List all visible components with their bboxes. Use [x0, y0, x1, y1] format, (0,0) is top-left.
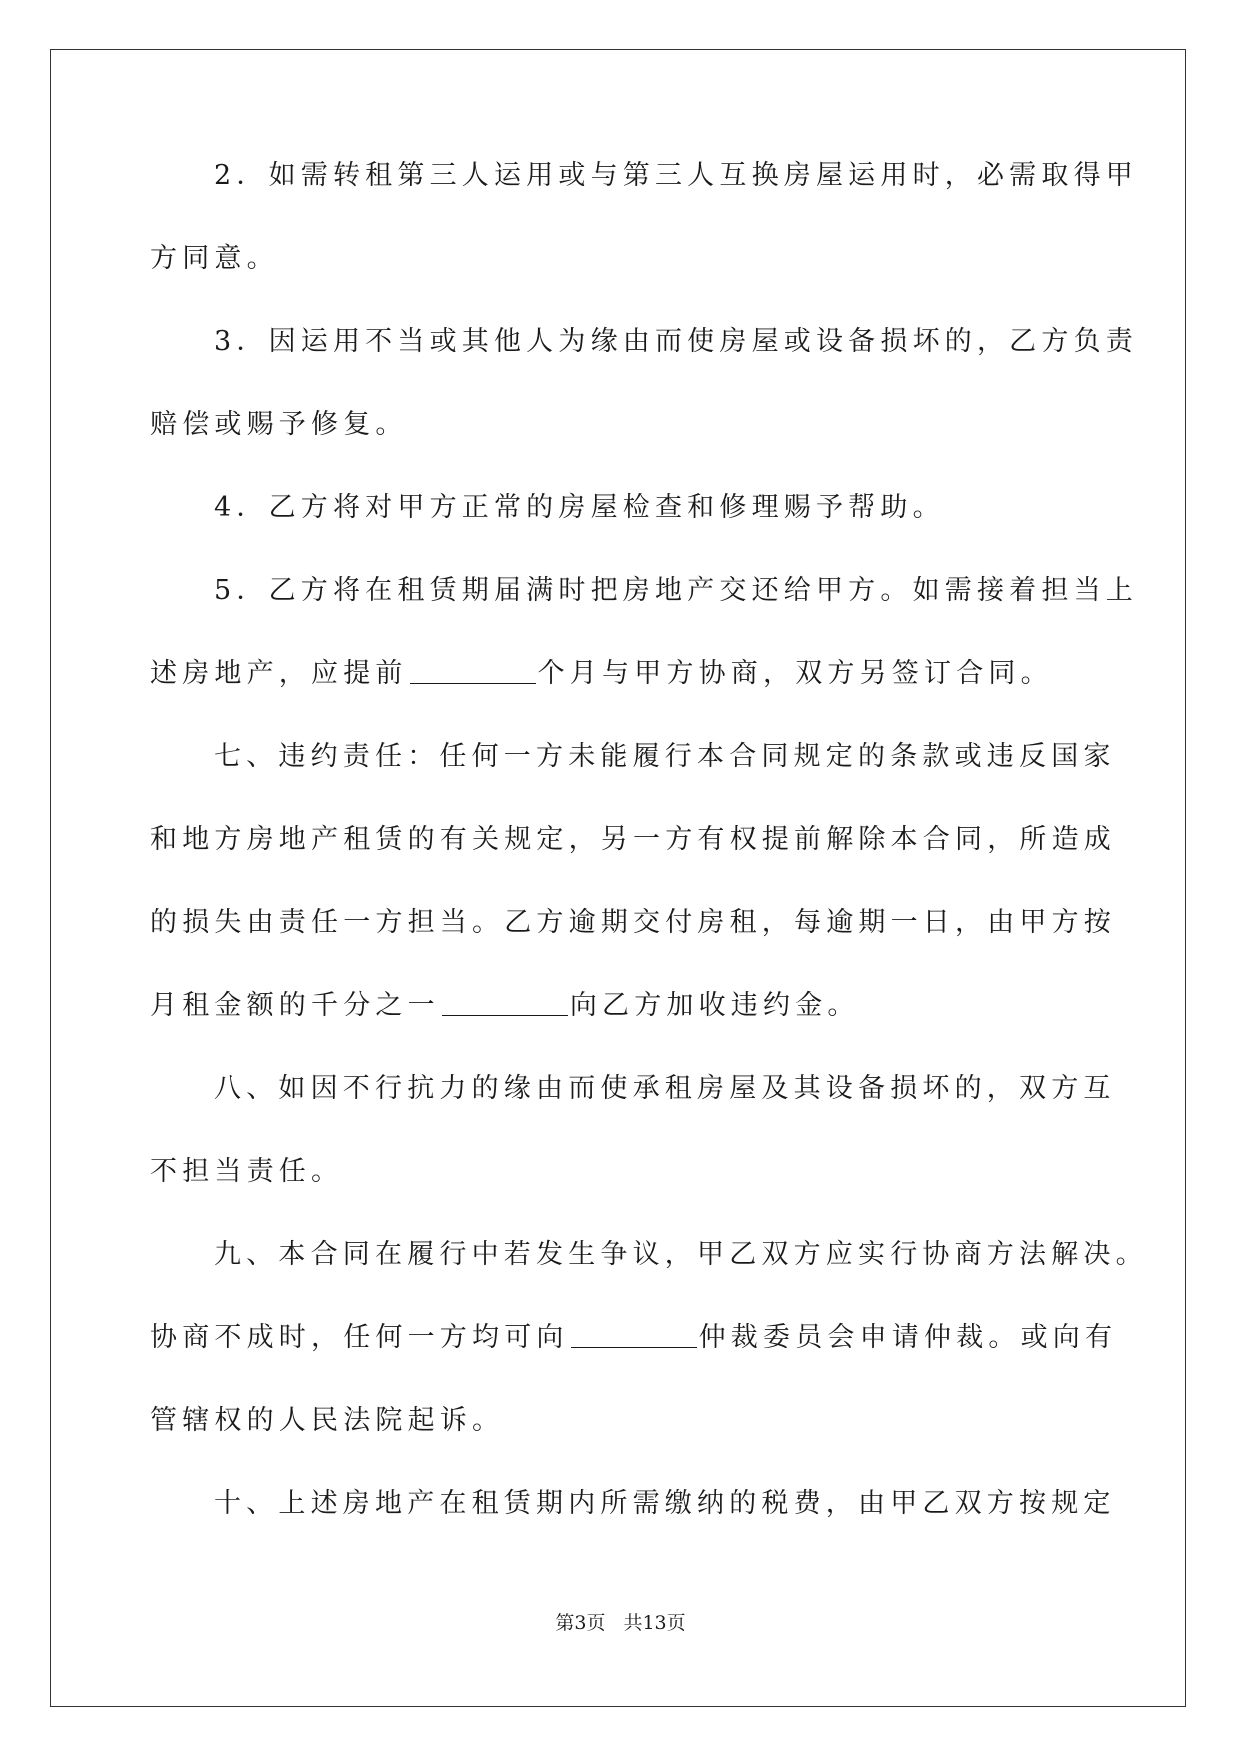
paragraph-line [150, 403, 1090, 446]
page-total: 共13页 [623, 1612, 686, 1634]
text-line: 5．乙方将在租赁期届满时把房地产交还给甲方。如需接着担当上 [214, 575, 1138, 606]
text-line: 3．因运用不当或其他人为缘由而使房屋或设备损坏的，乙方负责 [214, 326, 1138, 357]
fill-in-blank [442, 985, 568, 1016]
text-line: 九、本合同在履行中若发生争议，甲乙双方应实行协商方法解决。 [214, 1239, 1148, 1270]
paragraph-line [150, 1233, 1148, 1276]
paragraph-line [150, 486, 1090, 529]
text-line: 协商不成时，任何一方均可向 [150, 1322, 569, 1353]
paragraph-line [150, 1150, 1090, 1193]
paragraph-line [150, 652, 1090, 695]
page-footer [0, 1608, 1241, 1635]
paragraph-line [150, 154, 1138, 197]
paragraph-line [150, 1482, 1116, 1525]
text-line: 2．如需转租第三人运用或与第三人互换房屋运用时，必需取得甲 [214, 160, 1138, 191]
text-line: 管辖权的人民法院起诉。 [150, 1405, 505, 1436]
text-line: 七、违约责任：任何一方未能履行本合同规定的条款或违反国家 [214, 741, 1116, 772]
page-number: 第3页 [555, 1612, 606, 1634]
paragraph-line [150, 569, 1138, 612]
paragraph-line [150, 901, 1116, 944]
text-line: 仲裁委员会申请仲裁。或向有 [698, 1322, 1118, 1353]
paragraph-line [150, 735, 1116, 778]
paragraph-line [150, 1316, 1118, 1359]
text-line: 月租金额的千分之一 [150, 990, 440, 1021]
fill-in-blank [571, 1317, 697, 1348]
text-line: 4．乙方将对甲方正常的房屋检查和修理赐予帮助。 [214, 492, 945, 523]
paragraph-line [150, 818, 1116, 861]
text-line: 述房地产，应提前 [150, 658, 408, 689]
text-line: 赔偿或赐予修复。 [150, 409, 408, 440]
text-line: 不担当责任。 [150, 1156, 344, 1187]
text-line: 方同意。 [150, 243, 279, 274]
text-line: 十、上述房地产在租赁期内所需缴纳的税费，由甲乙双方按规定 [214, 1488, 1116, 1519]
paragraph-line [150, 320, 1138, 363]
text-line: 的损失由责任一方担当。乙方逾期交付房租，每逾期一日，由甲方按 [150, 907, 1116, 938]
paragraph-line [150, 237, 1090, 280]
fill-in-blank [410, 653, 536, 684]
paragraph-line [150, 984, 1090, 1027]
document-body [150, 154, 1148, 1565]
paragraph-line [150, 1067, 1116, 1110]
paragraph-line [150, 1399, 1090, 1442]
text-line: 八、如因不行抗力的缘由而使承租房屋及其设备损坏的，双方互 [214, 1073, 1116, 1104]
text-line: 个月与甲方协商，双方另签订合同。 [537, 658, 1053, 689]
text-line: 向乙方加收违约金。 [569, 990, 860, 1021]
text-line: 和地方房地产租赁的有关规定，另一方有权提前解除本合同，所造成 [150, 824, 1116, 855]
